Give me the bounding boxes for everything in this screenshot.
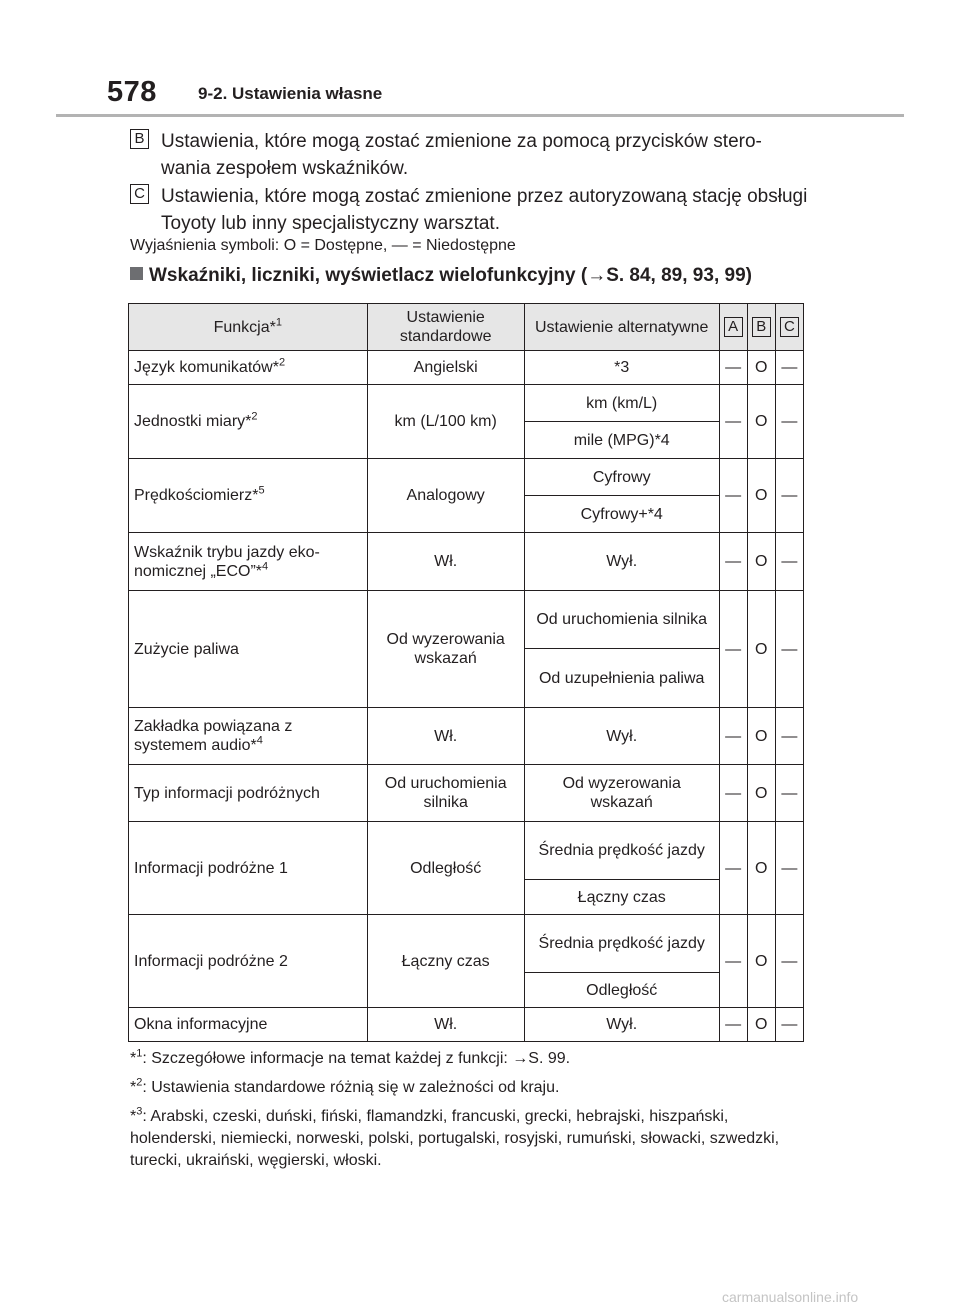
section-title: 9-2. Ustawienia własne xyxy=(198,84,383,103)
watermark: carmanualsonline.info xyxy=(722,1289,859,1305)
table-header-row xyxy=(129,304,804,351)
box-label-c: C xyxy=(130,184,149,204)
table-row: Jednostki miary*$^2$ km (L/100 km) km (km/L) — O — xyxy=(129,385,804,422)
table-row: Informacji podróżne 2 Łączny czas Średnia prędkość jazdy — O — xyxy=(129,915,804,973)
table-subrow: Łączny czas xyxy=(129,880,804,915)
table-row: Wskaźnik trybu jazdy eko-nomicznej „ECO”*$^4$ Wł. Wył. — O — xyxy=(129,533,804,591)
header-c: C xyxy=(775,304,803,351)
table-row: Typ informacji podróżnych Od uruchomienia silnika Od wyzerowania wskazań — O — xyxy=(129,765,804,822)
footnote-3: *$^3$: Arabski, czeski, duński, fiński, flamandzki, francuski, grecki, hebrajski, hiszpański, holenderski, niemiecki, norweski, polski, portugalski, rosyjski, rumuński, słowacki, szwedzki, turecki, ukraiński, węgierski, włoski. xyxy=(130,1105,780,1169)
footnote-2: *$^2$: Ustawienia standardowe różnią się w zależności od kraju. xyxy=(130,1076,560,1096)
table-subrow: Odległość xyxy=(129,973,804,1008)
header-a: A xyxy=(719,304,747,351)
symbol-legend: Wyjaśnienia symboli: O = Dostępne, — = Niedostępne xyxy=(130,237,516,254)
bullet-square-icon xyxy=(130,267,143,280)
table-row: Język komunikatów*$^2$ Angielski *3 — O — xyxy=(129,351,804,385)
footnote-1: *$^1$: Szczegółowe informacje na temat każdej z funkcji: →S. 99. xyxy=(130,1047,571,1067)
page-number: 578 xyxy=(107,76,157,108)
table-subrow: mile (MPG)*4 xyxy=(129,422,804,459)
header-function: Funkcja*$^1$ xyxy=(129,304,368,351)
table-row: Zużycie paliwa Od wyzerowania wskazań Od uruchomienia silnika — O — xyxy=(129,591,804,649)
table-subrow: Cyfrowy+*4 xyxy=(129,496,804,533)
section-heading xyxy=(130,265,752,287)
table-row: Zakładka powiązana z systemem audio*$^4$ Wł. Wył. — O — xyxy=(129,708,804,765)
table-row: Okna informacyjne Wł. Wył. — O — xyxy=(129,1008,804,1042)
header-standard: Ustawienie standardowe xyxy=(367,304,524,351)
note-b xyxy=(130,128,811,182)
box-label-b: B xyxy=(130,129,149,149)
section-heading-text: Wskaźniki, liczniki, wyświetlacz wielofunkcyjny (→S. 84, 89, 93, 99) xyxy=(149,265,752,286)
table-row: Prędkościomierz*$^5$ Analogowy Cyfrowy — O — xyxy=(129,459,804,496)
table-subrow: Od uzupełnienia paliwa xyxy=(129,649,804,708)
header-b: B xyxy=(747,304,775,351)
header-alternative: Ustawienie alternatywne xyxy=(524,304,719,351)
note-c xyxy=(130,183,811,237)
note-c-text: Ustawienia, które mogą zostać zmienione przez autoryzowaną stację obsługi Toyoty lub inny specjalistyczny warsztat. xyxy=(161,186,808,234)
note-b-text: Ustawienia, które mogą zostać zmienione za pomocą przycisków stero-wania zespołem wskaźników. xyxy=(161,131,762,179)
table-row: Informacji podróżne 1 Odległość Średnia prędkość jazdy — O — xyxy=(129,822,804,880)
header-divider xyxy=(56,114,904,117)
settings-table xyxy=(128,303,804,1042)
